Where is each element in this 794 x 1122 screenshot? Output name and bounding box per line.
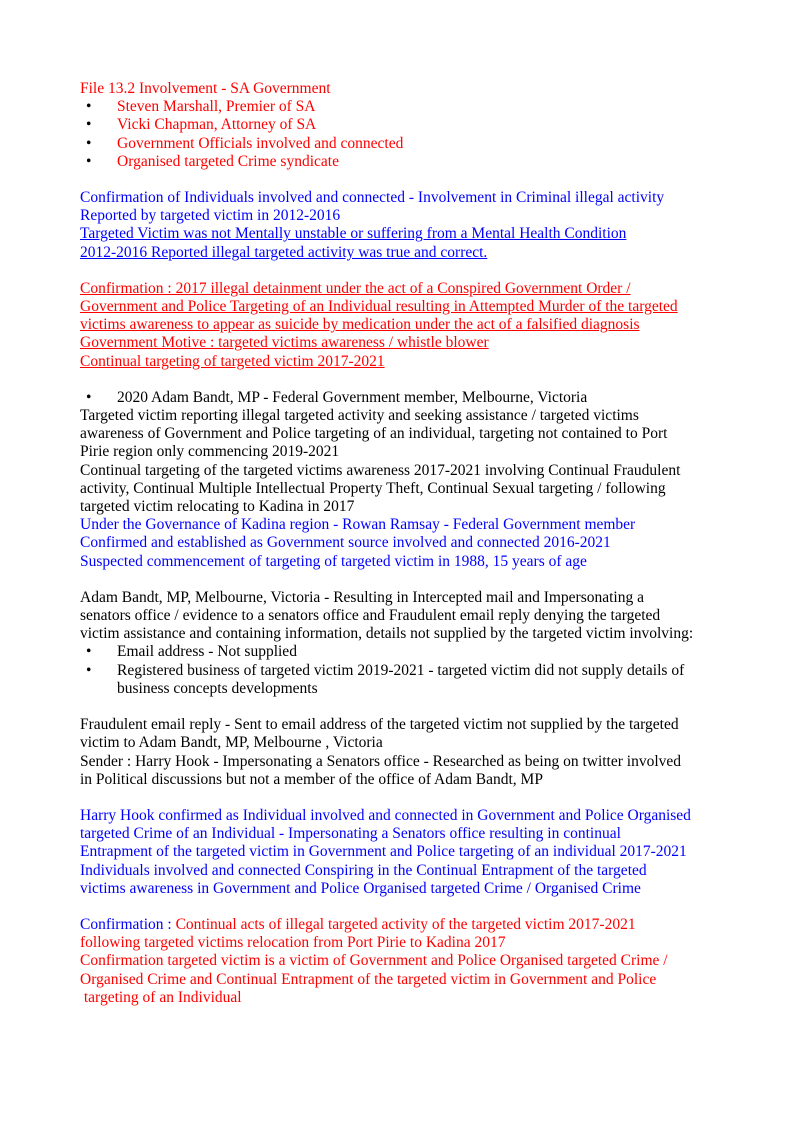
text-line: Government and Police Targeting of an Individual resulting in Attempted Murder of the targeted <box>80 298 678 316</box>
text-line: targeting of an Individual <box>80 988 242 1006</box>
text-line: Confirmed and established as Government source involved and connected 2016-2021 <box>80 534 611 552</box>
text-line: Reported by targeted victim in 2012-2016 <box>80 207 341 225</box>
text-line: victim to Adam Bandt, MP, Melbourne , Victoria <box>80 734 383 752</box>
section-final-confirmation <box>80 916 720 1007</box>
text-line: Confirmation targeted victim is a victim of Government and Police Organised targeted Crime / <box>80 952 668 970</box>
section-harry-hook <box>80 807 720 898</box>
list-item: • Email address - Not supplied <box>80 643 720 661</box>
text-line: in Political discussions but not a member of the office of Adam Bandt, MP <box>80 770 543 788</box>
text-line: Pirie region only commencing 2019-2021 <box>80 443 340 461</box>
text-line: Government Motive : targeted victims awareness / whistle blower <box>80 334 489 352</box>
section-fraudulent-email <box>80 716 720 789</box>
text-line: targeted victim relocating to Kadina in 2017 <box>80 498 355 516</box>
text-line: Adam Bandt, MP, Melbourne, Victoria - Resulting in Intercepted mail and Impersonating a <box>80 588 644 606</box>
text-line: Fraudulent email reply - Sent to email address of the targeted victim not supplied by the targeted <box>80 716 679 734</box>
text-line: victims awareness to appear as suicide by medication under the act of a falsified diagnosis <box>80 316 640 334</box>
text-line: activity, Continual Multiple Intellectual Property Theft, Continual Sexual targeting / following <box>80 479 666 497</box>
document-body <box>80 80 720 1007</box>
text-line: Individuals involved and connected Conspiring in the Continual Entrapment of the targeted <box>80 861 647 879</box>
text-line: Under the Governance of Kadina region - Rowan Ramsay - Federal Government member <box>80 516 636 534</box>
list-item: • Steven Marshall, Premier of SA <box>80 98 720 116</box>
list-item: • Organised targeted Crime syndicate <box>80 153 720 171</box>
text-line: Continual targeting of targeted victim 2017-2021 <box>80 352 385 370</box>
section-confirmation-detainment <box>80 280 720 371</box>
list-item: • Vicki Chapman, Attorney of SA <box>80 116 720 134</box>
underlined-line: Targeted Victim was not Mentally unstable or suffering from a Mental Health Condition <box>80 225 627 243</box>
confirmation-text: Continual acts of illegal targeted activity of the targeted victim 2017-2021 <box>175 915 636 933</box>
text-line: targeted Crime of an Individual - Impersonating a Senators office resulting in continual <box>80 825 621 843</box>
text-line: awareness of Government and Police targeting of an individual, targeting not contained to Port <box>80 425 668 443</box>
text-line: Harry Hook confirmed as Individual involved and connected in Government and Police Organised <box>80 806 691 824</box>
text-line: victims awareness in Government and Police Organised targeted Crime / Organised Crime <box>80 879 641 897</box>
text-line: Entrapment of the targeted victim in Government and Police targeting of an individual 2017-2021 <box>80 843 687 861</box>
section-involvement <box>80 80 720 171</box>
text-line: victim assistance and containing information, details not supplied by the targeted victim involving: <box>80 625 694 643</box>
text-line: senators office / evidence to a senators office and Fraudulent email reply denying the targeted <box>80 607 661 625</box>
underlined-line: 2012-2016 Reported illegal targeted activity was true and correct. <box>80 243 488 261</box>
text-line: Confirmation of Individuals involved and connected - Involvement in Criminal illegal activity <box>80 189 665 207</box>
officials-list <box>80 98 720 171</box>
text-line: Continual targeting of the targeted victims awareness 2017-2021 involving Continual Fraudulent <box>80 461 681 479</box>
not-supplied-list <box>80 643 720 698</box>
text-line: Organised Crime and Continual Entrapment of the targeted victim in Government and Police <box>80 970 657 988</box>
text-line: following targeted victims relocation from Port Pirie to Kadina 2017 <box>80 934 506 952</box>
section-intercepted-mail <box>80 589 720 698</box>
confirmation-label: Confirmation : <box>80 915 176 933</box>
text-line: Confirmation : 2017 illegal detainment under the act of a Conspired Government Order / <box>80 279 631 297</box>
text-line: Suspected commencement of targeting of targeted victim in 1988, 15 years of age <box>80 552 587 570</box>
text-line: Targeted victim reporting illegal targeted activity and seeking assistance / targeted victims <box>80 407 639 425</box>
section-adam-bandt <box>80 389 720 571</box>
section-heading: File 13.2 Involvement - SA Government <box>80 80 331 97</box>
section-confirmation-individuals <box>80 189 720 262</box>
text-line <box>80 916 720 934</box>
list-item: • 2020 Adam Bandt, MP - Federal Government member, Melbourne, Victoria <box>80 389 720 407</box>
list-item: • Registered business of targeted victim 2019-2021 - targeted victim did not supply details of business concepts developments <box>80 662 720 698</box>
list-item: • Government Officials involved and connected <box>80 135 720 153</box>
text-line: Sender : Harry Hook - Impersonating a Senators office - Researched as being on twitter involved <box>80 752 682 770</box>
